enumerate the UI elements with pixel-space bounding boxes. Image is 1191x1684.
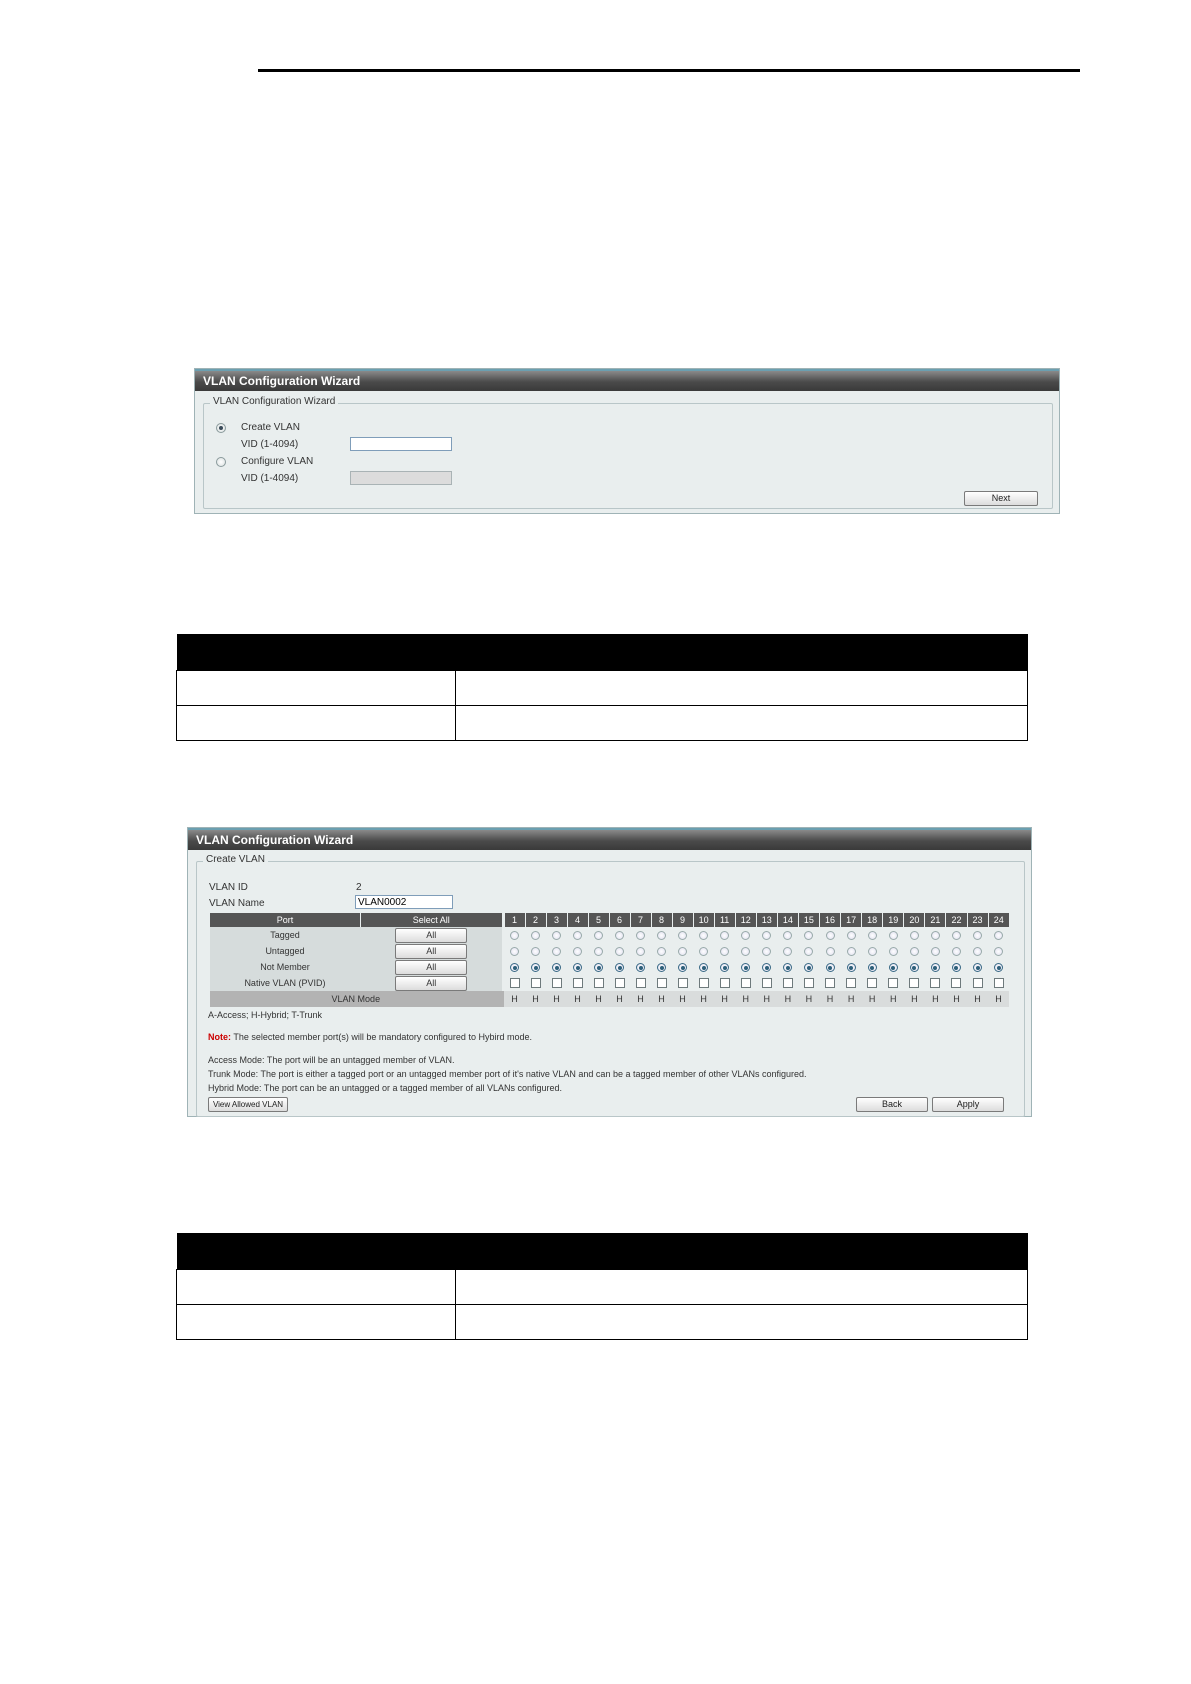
port-radio[interactable]	[699, 947, 708, 956]
port-radio[interactable]	[531, 931, 540, 940]
port-header-5: 5	[588, 913, 609, 927]
port-checkbox[interactable]	[615, 978, 625, 988]
apply-button[interactable]: Apply	[932, 1097, 1004, 1112]
port-radio[interactable]	[847, 947, 856, 956]
table-row	[177, 671, 1028, 706]
vlan-id-value: 2	[356, 882, 362, 893]
port-checkbox[interactable]	[930, 978, 940, 988]
vlan-name-label: VLAN Name	[209, 898, 265, 909]
port-radio[interactable]	[552, 947, 561, 956]
port-header: Port	[210, 913, 361, 927]
port-header-11: 11	[714, 913, 735, 927]
port-header-10: 10	[693, 913, 714, 927]
port-mode: H	[714, 991, 735, 1007]
mode-legend: A-Access; H-Hybrid; T-Trunk	[208, 1010, 323, 1020]
port-mode: H	[567, 991, 588, 1007]
port-radio[interactable]	[657, 947, 666, 956]
port-radio[interactable]	[615, 931, 624, 940]
table-header	[177, 1233, 1028, 1270]
port-radio[interactable]	[594, 931, 603, 940]
port-header-22: 22	[946, 913, 967, 927]
port-header-24: 24	[988, 913, 1009, 927]
note-key: Note:	[208, 1032, 231, 1042]
parameter-table-2	[176, 1233, 1028, 1340]
port-radio[interactable]	[678, 931, 687, 940]
port-radio[interactable]	[952, 931, 961, 940]
configure-vid-input[interactable]	[350, 471, 452, 485]
vlan-mode-row	[210, 991, 1010, 1007]
port-header-9: 9	[672, 913, 693, 927]
port-radio[interactable]	[783, 931, 792, 940]
port-radio[interactable]	[720, 947, 729, 956]
port-radio[interactable]	[699, 931, 708, 940]
port-mode: H	[883, 991, 904, 1007]
port-mode: H	[904, 991, 925, 1007]
port-checkbox[interactable]	[741, 978, 751, 988]
select-all-button[interactable]: All	[395, 976, 467, 991]
fieldset-legend: Create VLAN	[203, 854, 268, 865]
port-radio[interactable]	[847, 963, 856, 972]
port-mode: H	[588, 991, 609, 1007]
table-row	[177, 706, 1028, 741]
port-header-21: 21	[925, 913, 946, 927]
port-radio[interactable]	[594, 963, 603, 972]
port-mode: H	[777, 991, 798, 1007]
port-radio[interactable]	[994, 963, 1003, 972]
port-radio[interactable]	[741, 947, 750, 956]
port-radio[interactable]	[699, 963, 708, 972]
next-button[interactable]: Next	[964, 491, 1038, 506]
back-button[interactable]: Back	[856, 1097, 928, 1112]
port-radio[interactable]	[783, 963, 792, 972]
grid-row	[210, 975, 1010, 991]
port-radio[interactable]	[615, 947, 624, 956]
port-mode: H	[693, 991, 714, 1007]
port-checkbox[interactable]	[951, 978, 961, 988]
port-radio[interactable]	[762, 963, 771, 972]
port-checkbox[interactable]	[720, 978, 730, 988]
port-radio[interactable]	[573, 931, 582, 940]
port-header-8: 8	[651, 913, 672, 927]
port-checkbox[interactable]	[552, 978, 562, 988]
port-radio[interactable]	[868, 947, 877, 956]
port-checkbox[interactable]	[510, 978, 520, 988]
row-label: Not Member	[210, 959, 361, 975]
create-vlan-label: Create VLAN	[241, 422, 300, 433]
port-checkbox[interactable]	[636, 978, 646, 988]
select-all-button[interactable]: All	[395, 928, 467, 943]
table-row	[177, 1305, 1028, 1340]
port-radio[interactable]	[678, 963, 687, 972]
vlan-name-input[interactable]	[355, 895, 453, 909]
port-header-20: 20	[904, 913, 925, 927]
port-checkbox[interactable]	[846, 978, 856, 988]
port-header-13: 13	[756, 913, 777, 927]
port-checkbox[interactable]	[657, 978, 667, 988]
access-mode-text: Access Mode: The port will be an untagged member of VLAN.	[208, 1055, 455, 1065]
view-allowed-vlan-button[interactable]: View Allowed VLAN	[208, 1097, 288, 1112]
table-row	[177, 1270, 1028, 1305]
port-checkbox[interactable]	[762, 978, 772, 988]
trunk-mode-text: Trunk Mode: The port is either a tagged port or an untagged member port of it's native VLAN and can be a tagged member of other VLANs configured.	[208, 1069, 807, 1079]
port-radio[interactable]	[657, 931, 666, 940]
port-radio[interactable]	[910, 931, 919, 940]
panel-title: VLAN Configuration Wizard	[195, 369, 1059, 391]
port-mode: H	[988, 991, 1009, 1007]
port-radio[interactable]	[510, 947, 519, 956]
port-mode: H	[651, 991, 672, 1007]
header-rule	[258, 69, 1080, 72]
port-radio[interactable]	[762, 947, 771, 956]
port-radio[interactable]	[826, 947, 835, 956]
port-radio[interactable]	[994, 947, 1003, 956]
port-radio[interactable]	[804, 963, 813, 972]
parameter-table-1	[176, 634, 1028, 741]
port-radio[interactable]	[741, 963, 750, 972]
port-radio[interactable]	[889, 947, 898, 956]
port-checkbox[interactable]	[973, 978, 983, 988]
port-radio[interactable]	[826, 963, 835, 972]
port-mode: H	[946, 991, 967, 1007]
select-all-cell	[360, 975, 502, 991]
select-all-button[interactable]: All	[395, 960, 467, 975]
port-radio[interactable]	[636, 963, 645, 972]
port-radio[interactable]	[804, 931, 813, 940]
vlan-wizard-panel	[194, 368, 1060, 514]
select-all-cell	[360, 943, 502, 959]
port-mode: H	[756, 991, 777, 1007]
port-radio[interactable]	[573, 963, 582, 972]
port-radio[interactable]	[720, 931, 729, 940]
port-radio[interactable]	[636, 947, 645, 956]
port-header-14: 14	[777, 913, 798, 927]
port-header-3: 3	[546, 913, 567, 927]
create-vid-input[interactable]	[350, 437, 452, 451]
port-radio[interactable]	[531, 963, 540, 972]
port-mode: H	[798, 991, 819, 1007]
port-checkbox[interactable]	[867, 978, 877, 988]
port-mode: H	[925, 991, 946, 1007]
port-header-18: 18	[862, 913, 883, 927]
port-radio[interactable]	[910, 963, 919, 972]
port-header-15: 15	[798, 913, 819, 927]
select-all-cell	[360, 927, 502, 943]
port-radio[interactable]	[910, 947, 919, 956]
note-body: The selected member port(s) will be mandatory configured to Hybird mode.	[231, 1032, 532, 1042]
port-header-6: 6	[609, 913, 630, 927]
port-checkbox[interactable]	[825, 978, 835, 988]
port-radio[interactable]	[720, 963, 729, 972]
vlan-id-label: VLAN ID	[209, 882, 248, 893]
port-header-4: 4	[567, 913, 588, 927]
port-radio[interactable]	[762, 931, 771, 940]
select-all-button[interactable]: All	[395, 944, 467, 959]
wizard-fieldset	[203, 396, 1053, 509]
port-radio[interactable]	[741, 931, 750, 940]
port-header-17: 17	[841, 913, 862, 927]
port-checkbox[interactable]	[594, 978, 604, 988]
select-all-cell	[360, 959, 502, 975]
port-radio[interactable]	[636, 931, 645, 940]
port-radio[interactable]	[573, 947, 582, 956]
port-radio[interactable]	[973, 947, 982, 956]
panel-title: VLAN Configuration Wizard	[188, 828, 1031, 850]
port-radio[interactable]	[931, 963, 940, 972]
port-radio[interactable]	[973, 931, 982, 940]
port-radio[interactable]	[868, 963, 877, 972]
port-radio[interactable]	[931, 931, 940, 940]
port-header-19: 19	[883, 913, 904, 927]
port-checkbox[interactable]	[531, 978, 541, 988]
table-header	[177, 634, 1028, 671]
port-checkbox[interactable]	[804, 978, 814, 988]
port-checkbox[interactable]	[994, 978, 1004, 988]
grid-row	[210, 943, 1010, 959]
grid-row	[210, 927, 1010, 943]
port-radio[interactable]	[952, 963, 961, 972]
port-mode: H	[735, 991, 756, 1007]
row-label: Untagged	[210, 943, 361, 959]
port-radio[interactable]	[783, 947, 792, 956]
port-radio[interactable]	[868, 931, 877, 940]
port-header-1: 1	[504, 913, 525, 927]
port-mode: H	[672, 991, 693, 1007]
port-radio[interactable]	[615, 963, 624, 972]
port-header-7: 7	[630, 913, 651, 927]
port-mode: H	[609, 991, 630, 1007]
port-header-16: 16	[819, 913, 840, 927]
port-mode: H	[630, 991, 651, 1007]
create-vlan-radio[interactable]	[216, 423, 226, 433]
hybrid-mode-text: Hybrid Mode: The port can be an untagged or a tagged member of all VLANs configured.	[208, 1083, 563, 1093]
port-checkbox[interactable]	[699, 978, 709, 988]
port-radio[interactable]	[994, 931, 1003, 940]
port-radio[interactable]	[678, 947, 687, 956]
row-label: Tagged	[210, 927, 361, 943]
row-label: Native VLAN (PVID)	[210, 975, 361, 991]
port-header-2: 2	[525, 913, 546, 927]
port-checkbox[interactable]	[888, 978, 898, 988]
port-mode: H	[841, 991, 862, 1007]
port-header-23: 23	[967, 913, 988, 927]
port-radio[interactable]	[889, 931, 898, 940]
port-radio[interactable]	[657, 963, 666, 972]
port-checkbox[interactable]	[909, 978, 919, 988]
port-mode: H	[862, 991, 883, 1007]
port-radio[interactable]	[826, 931, 835, 940]
port-membership-grid	[209, 913, 1009, 1007]
configure-vlan-radio[interactable]	[216, 457, 226, 467]
fieldset-legend: VLAN Configuration Wizard	[210, 396, 338, 407]
port-checkbox[interactable]	[573, 978, 583, 988]
select-all-header: Select All	[360, 913, 502, 927]
port-radio[interactable]	[973, 963, 982, 972]
port-header-12: 12	[735, 913, 756, 927]
port-radio[interactable]	[952, 947, 961, 956]
grid-row	[210, 959, 1010, 975]
port-mode: H	[819, 991, 840, 1007]
port-radio[interactable]	[931, 947, 940, 956]
port-mode: H	[546, 991, 567, 1007]
port-radio[interactable]	[531, 947, 540, 956]
port-radio[interactable]	[847, 931, 856, 940]
configure-vid-label: VID (1-4094)	[241, 473, 299, 484]
port-radio[interactable]	[552, 963, 561, 972]
port-radio[interactable]	[510, 963, 519, 972]
port-mode: H	[967, 991, 988, 1007]
vlan-mode-label: VLAN Mode	[210, 991, 503, 1007]
note-text	[208, 1032, 532, 1042]
port-radio[interactable]	[510, 931, 519, 940]
port-radio[interactable]	[594, 947, 603, 956]
port-checkbox[interactable]	[783, 978, 793, 988]
port-mode: H	[504, 991, 525, 1007]
port-radio[interactable]	[889, 963, 898, 972]
port-checkbox[interactable]	[678, 978, 688, 988]
port-mode: H	[525, 991, 546, 1007]
create-vid-label: VID (1-4094)	[241, 439, 299, 450]
port-radio[interactable]	[552, 931, 561, 940]
port-radio[interactable]	[804, 947, 813, 956]
configure-vlan-label: Configure VLAN	[241, 456, 314, 467]
